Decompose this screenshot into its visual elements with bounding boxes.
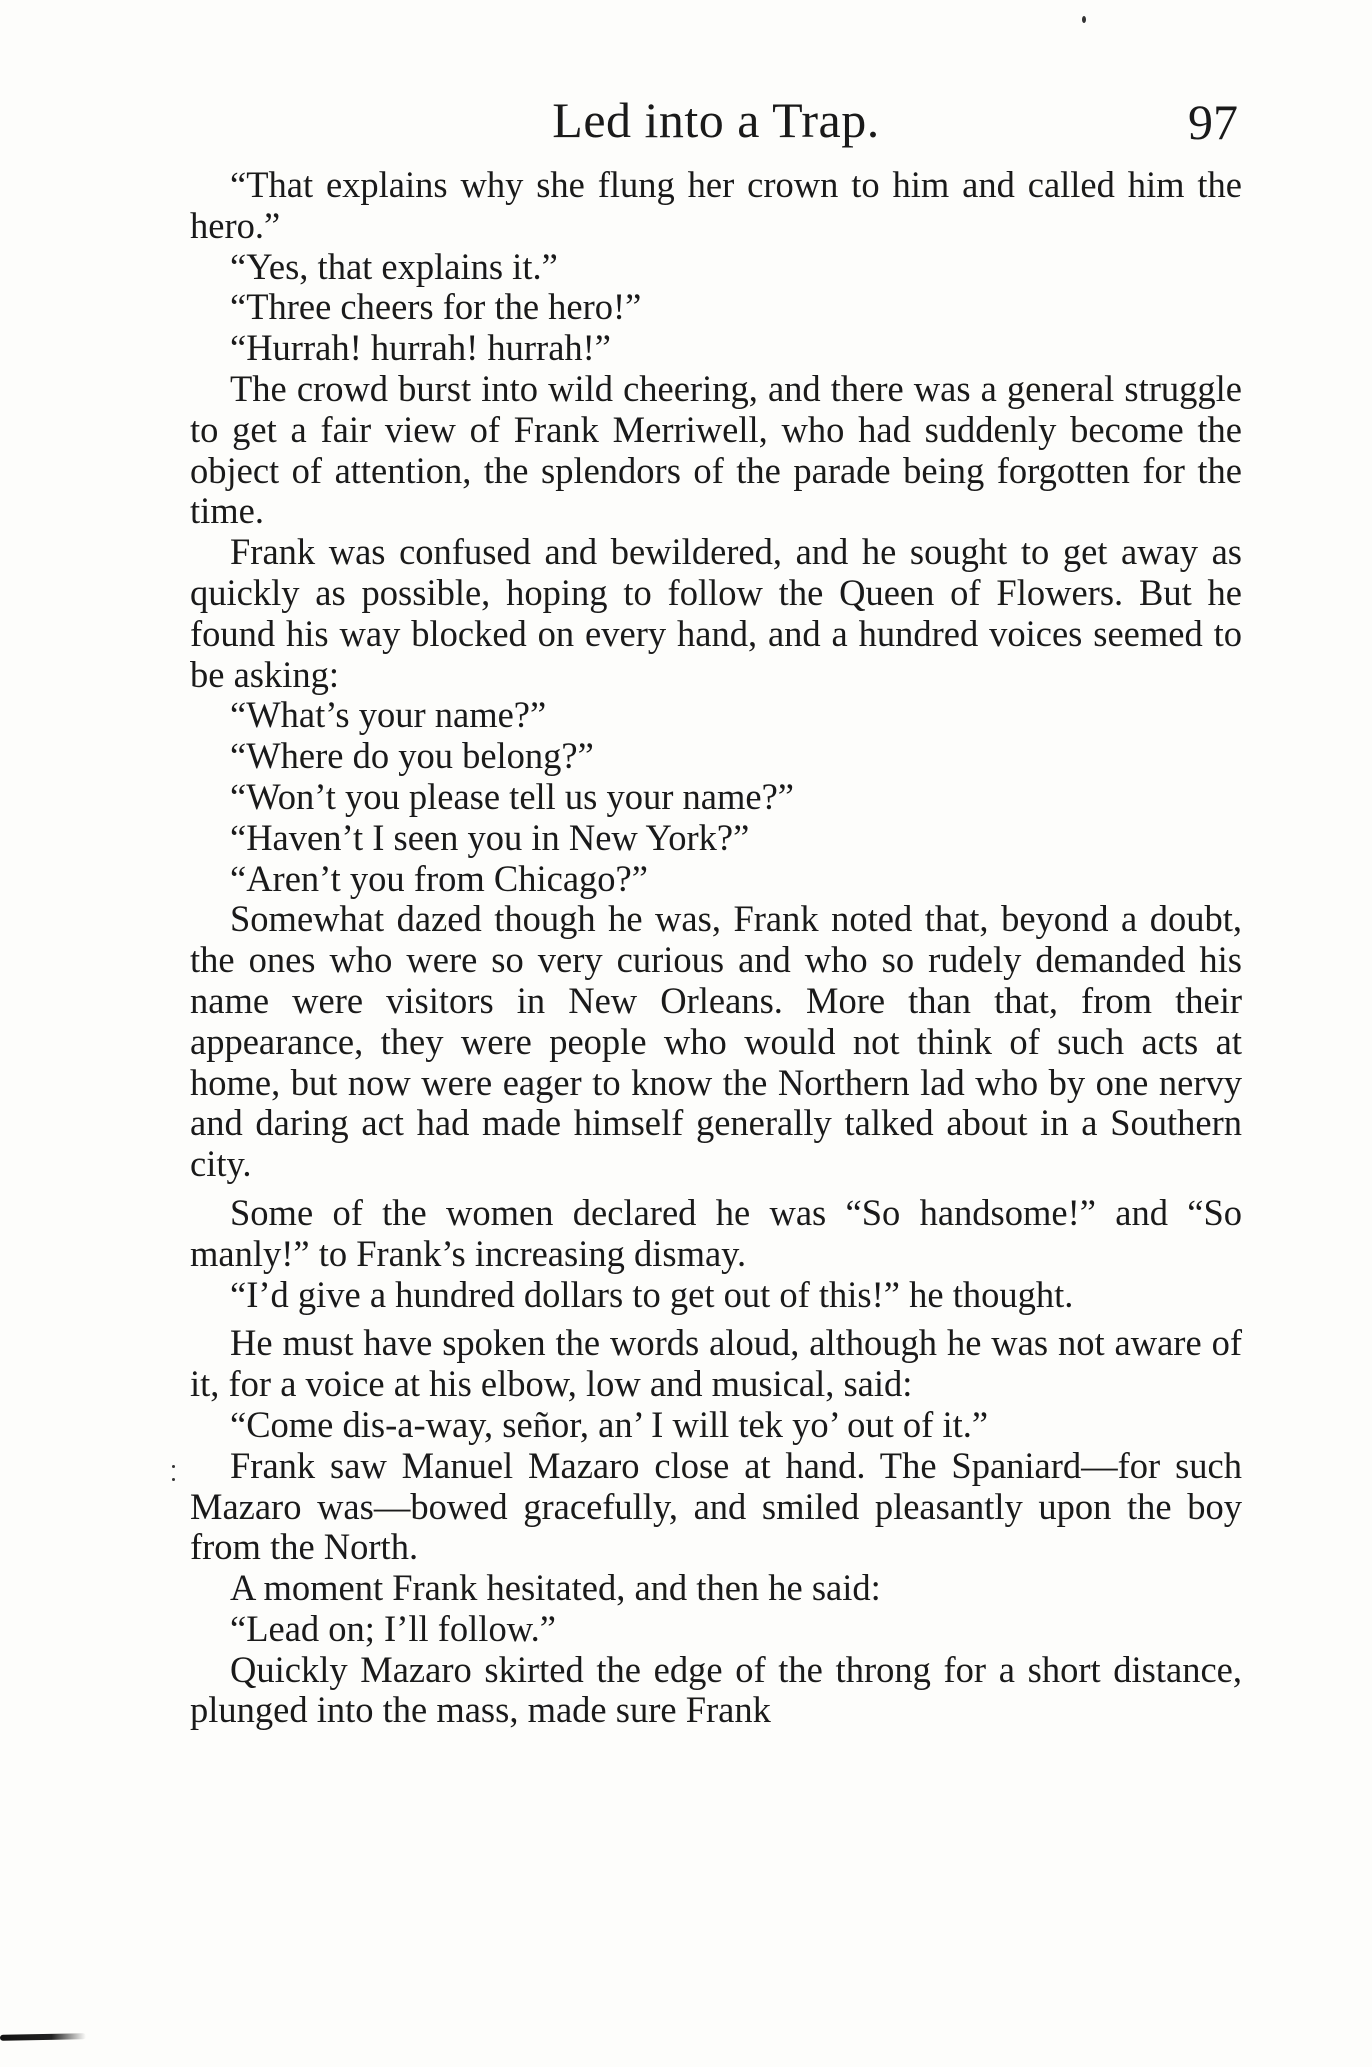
page-header: [192, 88, 1240, 152]
paragraph: “That explains why she flung her crown to him and called him the hero.”: [190, 164, 1242, 246]
paragraph: Somewhat dazed though he was, Frank noted that, beyond a doubt, the ones who were so very curious and who so rudely demanded his name were visitors in New Orleans. More than that, from their appearance, they were people who would not think of such acts at home, but now were eager to know the Northern lad who by one nervy and daring act had made himself generally talked about in a Southern city.: [190, 898, 1242, 1185]
paragraph: “Yes, that explains it.”: [230, 245, 558, 287]
paragraph: “Aren’t you from Chicago?”: [230, 857, 648, 899]
page-number: 97: [1188, 94, 1238, 150]
edge-mark: [0, 2033, 86, 2041]
paragraph: Quickly Mazaro skirted the edge of the throng for a short distance, plunged into the mass, made sure Frank: [190, 1648, 1242, 1731]
paragraph: Frank saw Manuel Mazaro close at hand. The Spaniard—for such Mazaro was—bowed gracefully, and smiled pleasantly upon the boy from the North.: [190, 1444, 1242, 1568]
paragraph: “Three cheers for the hero!”: [230, 286, 642, 328]
paragraph: A moment Frank hesitated, and then he said:: [230, 1567, 881, 1609]
paragraph: “Come dis-a-way, señor, an’ I will tek yo’ out of it.”: [230, 1403, 989, 1445]
running-title: Led into a Trap.: [552, 92, 880, 148]
paragraph: “Won’t you please tell us your name?”: [230, 775, 794, 817]
paragraph: Some of the women declared he was “So handsome!” and “So manly!” to Frank’s increasing dismay.: [190, 1191, 1242, 1274]
paragraph: The crowd burst into wild cheering, and there was a general struggle to get a fair view of Frank Merriwell, who had suddenly become the object of attention, the splendors of the parade being forgotten for the time.: [190, 367, 1242, 532]
paragraph: “What’s your name?”: [230, 694, 547, 736]
body-text: [190, 165, 1242, 1731]
ink-speck: [172, 1465, 175, 1468]
paragraph: “Haven’t I seen you in New York?”: [230, 816, 750, 858]
paragraph: Frank was confused and bewildered, and he sought to get away as quickly as possible, hoping to follow the Queen of Flowers. But he found his way blocked on every hand, and a hundred voices seemed to be asking:: [190, 531, 1242, 695]
ink-speck: [1082, 16, 1086, 23]
paragraph: “Hurrah! hurrah! hurrah!”: [230, 327, 612, 369]
paragraph: “Lead on; I’ll follow.”: [230, 1607, 557, 1649]
paragraph: “Where do you belong?”: [230, 735, 594, 777]
paragraph: He must have spoken the words aloud, although he was not aware of it, for a voice at his elbow, low and musical, said:: [190, 1322, 1242, 1405]
ink-speck: [172, 1478, 175, 1481]
paragraph: “I’d give a hundred dollars to get out of this!” he thought.: [230, 1273, 1074, 1315]
